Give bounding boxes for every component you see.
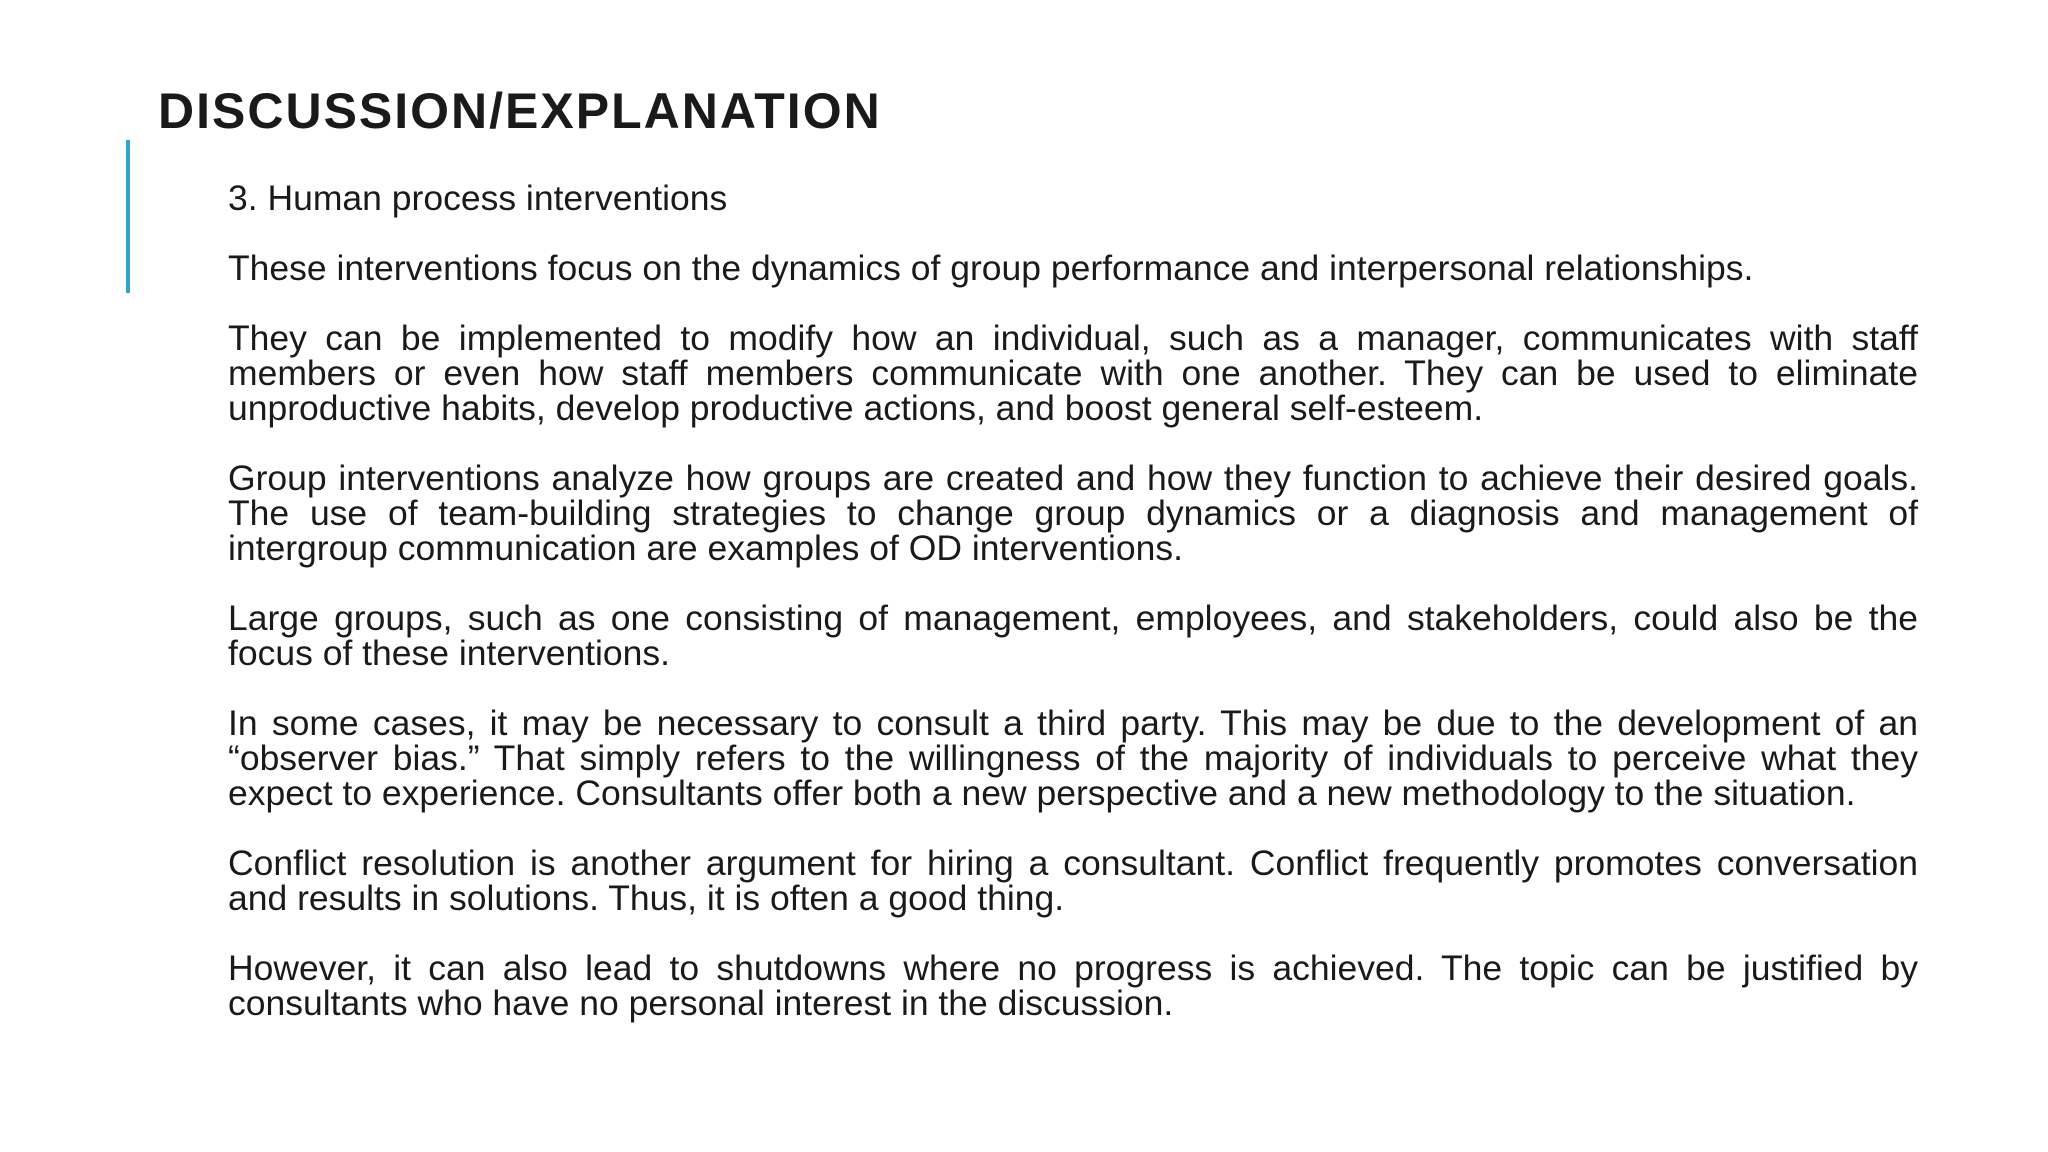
paragraph-large-groups: Large groups, such as one consisting of management, employees, and stakeholders, could also be the focus of these interventions.	[228, 598, 1918, 673]
accent-bar	[126, 140, 130, 293]
section-heading: 3. Human process interventions	[228, 178, 728, 218]
slide-body	[228, 178, 1918, 1023]
paragraph-individual: They can be implemented to modify how an individual, such as a manager, communicates with staff members or even how staff members communicate with one another. They can be used to eliminate unproductive habits, develop productive actions, and boost general self-esteem.	[228, 318, 1918, 428]
paragraph-shutdowns: However, it can also lead to shutdowns where no progress is achieved. The topic can be justified by consultants who have no personal interest in the discussion.	[228, 948, 1918, 1023]
paragraph-intro: These interventions focus on the dynamics of group performance and interpersonal relationships.	[228, 248, 1754, 288]
paragraph-third-party: In some cases, it may be necessary to consult a third party. This may be due to the development of an “observer bias.” That simply refers to the willingness of the majority of individuals to perceive what they expect to experience. Consultants offer both a new perspective and a new methodology to the situation.	[228, 703, 1918, 813]
paragraph-conflict: Conflict resolution is another argument for hiring a consultant. Conflict frequently promotes conversation and results in solutions. Thus, it is often a good thing.	[228, 843, 1918, 918]
paragraph-group: Group interventions analyze how groups are created and how they function to achieve their desired goals. The use of team-building strategies to change group dynamics or a diagnosis and management of intergroup communication are examples of OD interventions.	[228, 458, 1918, 568]
slide-title: DISCUSSION/EXPLANATION	[158, 83, 882, 139]
